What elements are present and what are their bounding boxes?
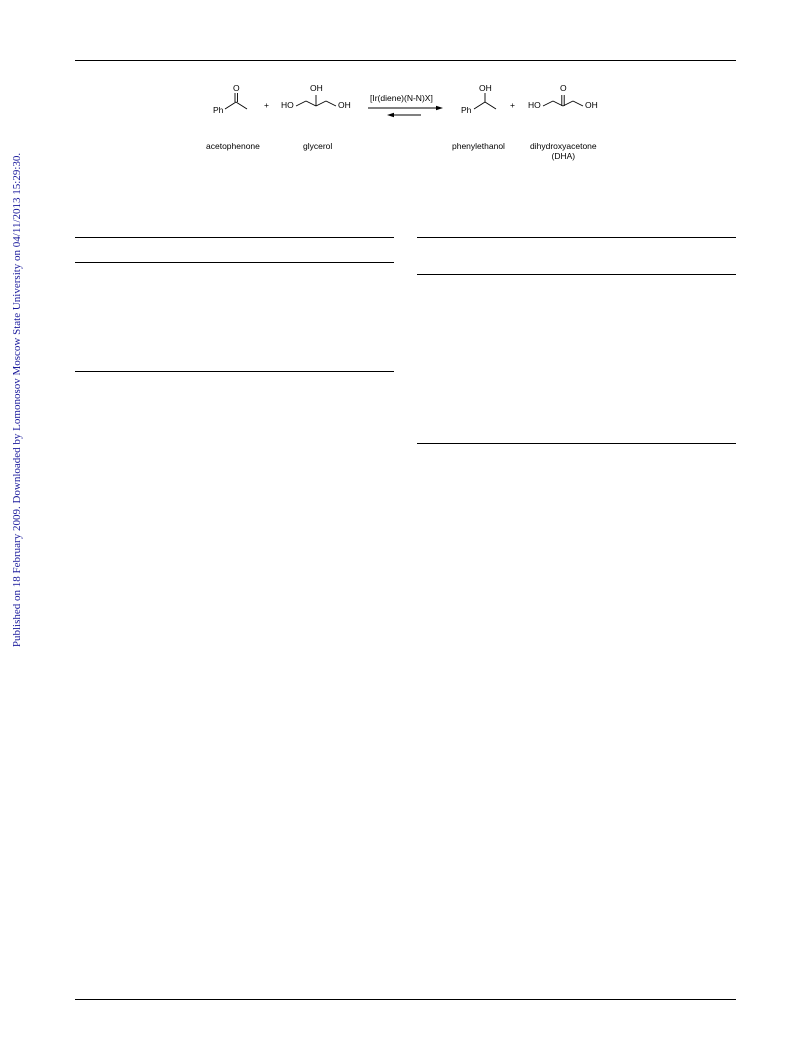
right-table-bottom-rule bbox=[417, 443, 736, 444]
glycerol-bond bbox=[296, 101, 306, 106]
header-rule bbox=[75, 60, 736, 61]
glycerol-bond bbox=[306, 101, 316, 106]
dha-bond bbox=[573, 101, 583, 106]
acetophenone-o-label: O bbox=[233, 83, 240, 93]
right-table-top-rule bbox=[417, 237, 736, 238]
acetophenone-bond bbox=[225, 102, 236, 109]
dha-caption bbox=[530, 141, 597, 161]
left-table-top-rule bbox=[75, 237, 394, 238]
acetophenone-caption: acetophenone bbox=[206, 141, 260, 151]
glycerol-caption: glycerol bbox=[303, 141, 333, 151]
dha-oh-label: OH bbox=[585, 100, 598, 110]
dha-o-label: O bbox=[560, 83, 567, 93]
phenylethanol-bond bbox=[485, 102, 496, 109]
phenylethanol-caption: phenylethanol bbox=[452, 141, 505, 151]
left-table-bottom-rule bbox=[75, 371, 394, 372]
left-table-header-rule bbox=[75, 262, 394, 263]
phenylethanol-ph-label: Ph bbox=[461, 105, 472, 115]
dha-caption-line1: dihydroxyacetone bbox=[530, 141, 597, 151]
plus-sign: + bbox=[510, 100, 515, 110]
forward-arrowhead bbox=[436, 106, 443, 110]
watermark-text: Published on 18 February 2009. Downloaded by Lomonosov Moscow State University on 04/11/2013 15:29:30. bbox=[11, 152, 23, 648]
right-table-header-rule bbox=[417, 274, 736, 275]
catalyst-label: [Ir(diene)(N-N)X] bbox=[370, 93, 433, 103]
footer-rule bbox=[75, 999, 736, 1000]
glycerol-ho-label: HO bbox=[281, 100, 294, 110]
plus-sign: + bbox=[264, 100, 269, 110]
glycerol-bond bbox=[316, 101, 326, 106]
glycerol-bond bbox=[326, 101, 336, 106]
phenylethanol-bond bbox=[474, 102, 485, 109]
glycerol-oh-label: OH bbox=[338, 100, 351, 110]
acetophenone-bond bbox=[236, 102, 247, 109]
dha-bond bbox=[543, 101, 553, 106]
glycerol-oh-top-label: OH bbox=[310, 83, 323, 93]
dha-ho-label: HO bbox=[528, 100, 541, 110]
dha-caption-line2: (DHA) bbox=[551, 151, 576, 161]
acetophenone-ph-label: Ph bbox=[213, 105, 224, 115]
reaction-scheme bbox=[195, 80, 625, 170]
phenylethanol-oh-label: OH bbox=[479, 83, 492, 93]
reverse-arrowhead bbox=[387, 113, 394, 117]
